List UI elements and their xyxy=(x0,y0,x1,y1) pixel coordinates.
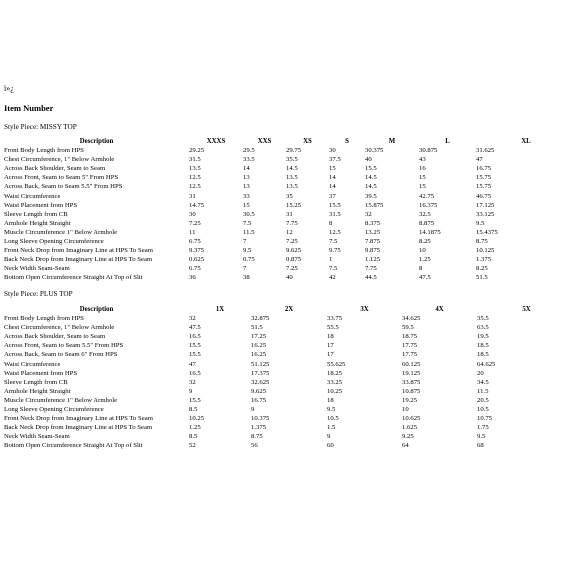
measurement-value-cell: 13.5 xyxy=(286,174,298,182)
measurement-value-cell: 14 xyxy=(329,183,336,191)
measurement-value-cell: 16.375 xyxy=(419,201,438,209)
measurement-value-cell: 1.5 xyxy=(327,424,336,432)
measurement-value-cell: 10.5 xyxy=(477,406,489,414)
measurement-value-cell: 31 xyxy=(286,210,293,218)
measurement-value-cell: 29.75 xyxy=(286,147,302,155)
measurement-description-cell: Back Neck Drop from Imaginary Line at HPS To Seam xyxy=(4,424,153,432)
measurement-value-cell: 14.75 xyxy=(189,201,205,209)
plus-header-5x: 5X xyxy=(522,306,531,313)
measurement-value-cell: 31.625 xyxy=(476,147,495,155)
measurement-value-cell: 15.5 xyxy=(365,165,377,173)
measurement-description-cell: Long Sleeve Opening Circumference xyxy=(4,406,104,414)
plus-header-2x: 2X xyxy=(284,306,294,313)
measurement-value-cell: 16 xyxy=(419,165,426,173)
measurement-value-cell: 13.25 xyxy=(365,228,381,236)
measurement-value-cell: 32.5 xyxy=(419,210,431,218)
measurement-value-cell: 1.625 xyxy=(402,424,418,432)
measurement-value-cell: 1.25 xyxy=(419,256,431,264)
table-row xyxy=(4,155,576,164)
measurement-value-cell: 68 xyxy=(477,442,484,450)
measurement-value-cell: 59.5 xyxy=(402,324,414,332)
measurement-value-cell: 33.25 xyxy=(327,378,343,386)
table-row xyxy=(4,237,576,246)
measurement-value-cell: 20 xyxy=(477,369,484,377)
table-row xyxy=(4,273,576,282)
measurement-value-cell: 31.5 xyxy=(189,156,201,164)
measurement-value-cell: 19.25 xyxy=(402,396,418,404)
measurement-value-cell: 8.25 xyxy=(419,238,431,246)
measurement-value-cell: 18.25 xyxy=(327,369,343,377)
measurement-value-cell: 16.25 xyxy=(251,342,267,350)
measurement-value-cell: 0.875 xyxy=(286,256,302,264)
measurement-value-cell: 8.375 xyxy=(365,219,381,227)
table-row xyxy=(4,341,576,350)
measurement-value-cell: 56 xyxy=(251,442,258,450)
plus-header-description: Description xyxy=(79,306,114,313)
measurement-value-cell: 8.5 xyxy=(189,406,198,414)
measurement-value-cell: 60 xyxy=(327,442,334,450)
measurement-value-cell: 30 xyxy=(329,147,336,155)
measurement-description-cell: Bottom Open Circumference Straight At Top of Slit xyxy=(4,442,143,450)
table-row xyxy=(4,264,576,273)
measurement-description-cell: Waist Circumference xyxy=(4,192,61,200)
measurement-value-cell: 12.5 xyxy=(189,183,201,191)
measurement-value-cell: 47.5 xyxy=(189,324,201,332)
measurement-value-cell: 35.5 xyxy=(286,156,298,164)
measurement-value-cell: 39.5 xyxy=(365,192,377,200)
measurement-description-cell: Across Back, Seam to Seam 6" From HPS xyxy=(4,351,118,359)
measurement-value-cell: 8.25 xyxy=(476,265,488,273)
measurement-value-cell: 40 xyxy=(286,274,293,282)
measurement-value-cell: 16.25 xyxy=(251,351,267,359)
measurement-value-cell: 15 xyxy=(419,174,426,182)
table-row xyxy=(4,432,576,441)
measurement-value-cell: 43 xyxy=(419,156,426,164)
measurement-value-cell: 15.75 xyxy=(476,174,492,182)
measurement-value-cell: 60.125 xyxy=(402,360,421,368)
table-row xyxy=(4,201,576,210)
measurement-value-cell: 30.5 xyxy=(243,210,255,218)
measurement-value-cell: 33.125 xyxy=(476,210,495,218)
measurement-value-cell: 15.5 xyxy=(329,201,341,209)
measurement-value-cell: 33.5 xyxy=(243,156,255,164)
measurement-value-cell: 10.75 xyxy=(477,415,493,423)
measurement-value-cell: 51.125 xyxy=(251,360,270,368)
measurement-value-cell: 17 xyxy=(327,351,334,359)
measurement-description-cell: Front Body Length from HPS xyxy=(4,147,84,155)
measurement-value-cell: 14.5 xyxy=(365,174,377,182)
measurement-value-cell: 47 xyxy=(476,156,483,164)
measurement-value-cell: 32 xyxy=(365,210,372,218)
measurement-value-cell: 13.5 xyxy=(286,183,298,191)
plus-table-body xyxy=(4,314,576,450)
missy-table-body xyxy=(4,146,576,282)
measurement-value-cell: 15.4375 xyxy=(476,228,498,236)
measurement-value-cell: 7.75 xyxy=(286,219,298,227)
measurement-value-cell: 9 xyxy=(189,387,193,395)
measurement-value-cell: 7.5 xyxy=(243,219,252,227)
measurement-value-cell: 42 xyxy=(329,274,336,282)
measurement-value-cell: 37.5 xyxy=(329,156,341,164)
measurement-description-cell: Sleeve Length from CB xyxy=(4,210,68,218)
measurement-value-cell: 40 xyxy=(365,156,372,164)
measurement-value-cell: 47 xyxy=(189,360,196,368)
measurement-value-cell: 42.75 xyxy=(419,192,435,200)
table-row xyxy=(4,210,576,219)
measurement-value-cell: 12 xyxy=(286,228,293,236)
measurement-value-cell: 10.875 xyxy=(402,387,421,395)
measurement-value-cell: 0.75 xyxy=(243,256,255,264)
missy-header-row xyxy=(4,137,576,146)
measurement-value-cell: 13 xyxy=(243,183,250,191)
measurement-value-cell: 9.875 xyxy=(365,247,381,255)
measurement-value-cell: 1 xyxy=(329,256,333,264)
measurement-value-cell: 32 xyxy=(189,315,196,323)
measurement-value-cell: 64.625 xyxy=(477,360,496,368)
measurement-description-cell: Front Body Length from HPS xyxy=(4,315,84,323)
measurement-value-cell: 0.625 xyxy=(189,256,205,264)
plus-header-3x: 3X xyxy=(360,306,369,313)
measurement-value-cell: 8 xyxy=(419,265,423,273)
measurement-value-cell: 38 xyxy=(243,274,250,282)
measurement-value-cell: 16.5 xyxy=(189,333,201,341)
table-row xyxy=(4,423,576,432)
measurement-value-cell: 19.5 xyxy=(477,333,489,341)
table-row xyxy=(4,323,576,332)
measurement-value-cell: 51.5 xyxy=(476,274,488,282)
table-row xyxy=(4,182,576,191)
measurement-value-cell: 34.5 xyxy=(477,378,489,386)
measurement-description-cell: Bottom Open Circumference Straight At Top of Slit xyxy=(4,274,143,282)
measurement-value-cell: 6.75 xyxy=(189,265,201,273)
measurement-value-cell: 1.375 xyxy=(251,424,267,432)
measurement-description-cell: Waist Placement from HPS xyxy=(4,369,78,377)
measurement-value-cell: 37 xyxy=(329,192,336,200)
measurement-description-cell: Across Back Shoulder, Seam to Seam xyxy=(4,333,106,341)
table-row xyxy=(4,164,576,173)
plus-header-1x: 1X xyxy=(215,306,225,313)
measurement-value-cell: 9 xyxy=(327,433,331,441)
measurement-value-cell: 9.5 xyxy=(476,219,485,227)
measurement-value-cell: 15.25 xyxy=(286,201,302,209)
plus-header-4x: 4X xyxy=(435,306,444,313)
measurement-value-cell: 10.25 xyxy=(327,387,343,395)
measurement-value-cell: 63.5 xyxy=(477,324,489,332)
measurement-value-cell: 17.125 xyxy=(476,201,495,209)
measurement-value-cell: 15.5 xyxy=(189,342,201,350)
measurement-value-cell: 1.125 xyxy=(365,256,381,264)
measurement-value-cell: 52 xyxy=(189,442,196,450)
measurement-description-cell: Waist Placement from HPS xyxy=(4,201,78,209)
measurement-value-cell: 64 xyxy=(402,442,409,450)
measurement-value-cell: 14.5 xyxy=(286,165,298,173)
measurement-value-cell: 33 xyxy=(243,192,250,200)
measurement-value-cell: 9.625 xyxy=(286,247,302,255)
measurement-value-cell: 16.75 xyxy=(251,396,267,404)
measurement-value-cell: 13.5 xyxy=(189,165,201,173)
measurement-value-cell: 18.5 xyxy=(477,342,489,350)
measurement-value-cell: 11.5 xyxy=(477,387,489,395)
plus-header-row xyxy=(4,305,576,314)
measurement-description-cell: Neck Width Seam-Seam xyxy=(4,265,70,273)
measurement-value-cell: 1.375 xyxy=(476,256,492,264)
measurement-value-cell: 19.125 xyxy=(402,369,421,377)
measurement-value-cell: 10.25 xyxy=(189,415,205,423)
table-row xyxy=(4,441,576,450)
measurement-value-cell: 29.25 xyxy=(189,147,205,155)
measurement-value-cell: 15 xyxy=(329,165,336,173)
measurement-value-cell: 14.5 xyxy=(365,183,377,191)
table-row xyxy=(4,255,576,264)
measurement-value-cell: 31.5 xyxy=(329,210,341,218)
missy-header-xxxs: XXXS xyxy=(206,138,226,145)
missy-header-xs: XS xyxy=(303,138,312,145)
measurement-description-cell: Armhole Height Straight xyxy=(4,387,71,395)
measurement-value-cell: 16.5 xyxy=(189,369,201,377)
measurement-value-cell: 15.5 xyxy=(189,351,201,359)
measurement-value-cell: 17.75 xyxy=(402,342,418,350)
measurement-value-cell: 8.75 xyxy=(251,433,263,441)
measurement-value-cell: 9.5 xyxy=(243,247,252,255)
table-row xyxy=(4,332,576,341)
measurement-description-cell: Front Neck Drop from Imaginary Line at HPS To Seam xyxy=(4,415,153,423)
measurement-value-cell: 11 xyxy=(189,228,196,236)
measurement-description-cell: Sleeve Length from CB xyxy=(4,378,68,386)
measurement-description-cell: Across Back Shoulder, Seam to Seam xyxy=(4,165,106,173)
measurement-description-cell: Chest Circumference, 1" Below Armhole xyxy=(4,156,115,164)
measurement-value-cell: 34.625 xyxy=(402,315,421,323)
measurement-value-cell: 7.875 xyxy=(365,238,381,246)
measurement-value-cell: 15.75 xyxy=(476,183,492,191)
measurement-value-cell: 1.25 xyxy=(189,424,201,432)
measurement-description-cell: Back Neck Drop from Imaginary Line at HPS To Seam xyxy=(4,256,153,264)
table-row xyxy=(4,369,576,378)
table-row xyxy=(4,360,576,369)
measurement-value-cell: 8 xyxy=(329,219,333,227)
measurement-value-cell: 10.375 xyxy=(251,415,270,423)
measurement-value-cell: 15 xyxy=(419,183,426,191)
table-row xyxy=(4,146,576,155)
measurement-value-cell: 46.75 xyxy=(476,192,492,200)
measurement-value-cell: 18.5 xyxy=(477,351,489,359)
measurement-value-cell: 20.5 xyxy=(477,396,489,404)
measurement-value-cell: 15 xyxy=(243,201,250,209)
measurement-value-cell: 9.75 xyxy=(329,247,341,255)
measurement-value-cell: 9 xyxy=(251,406,255,414)
measurement-value-cell: 17.375 xyxy=(251,369,270,377)
measurement-value-cell: 18.75 xyxy=(402,333,418,341)
item-number-heading: Item Number xyxy=(4,103,54,113)
measurement-value-cell: 30.375 xyxy=(365,147,384,155)
measurement-value-cell: 44.5 xyxy=(365,274,377,282)
measurement-value-cell: 12.5 xyxy=(329,228,341,236)
measurement-value-cell: 14.1875 xyxy=(419,228,441,236)
table-row xyxy=(4,387,576,396)
table-row xyxy=(4,219,576,228)
measurement-value-cell: 14 xyxy=(243,165,250,173)
measurement-value-cell: 8.75 xyxy=(476,238,488,246)
measurement-description-cell: Waist Circumference xyxy=(4,360,61,368)
bom-artifact-text: ï»¿ xyxy=(4,84,14,93)
table-row xyxy=(4,350,576,359)
measurement-value-cell: 15.875 xyxy=(365,201,384,209)
measurement-description-cell: Across Back, Seam to Seam 5.5" From HPS xyxy=(4,183,123,191)
measurement-value-cell: 8.875 xyxy=(419,219,435,227)
measurement-value-cell: 7.25 xyxy=(286,265,298,273)
table-row xyxy=(4,396,576,405)
measurement-value-cell: 30 xyxy=(189,210,196,218)
table-row xyxy=(4,228,576,237)
measurement-value-cell: 6.75 xyxy=(189,238,201,246)
missy-header-description: Description xyxy=(79,138,114,145)
measurement-value-cell: 33.875 xyxy=(402,378,421,386)
missy-header-l: L xyxy=(445,138,450,145)
plus-style-label: Style Piece: PLUS TOP xyxy=(4,290,73,298)
measurement-value-cell: 7.5 xyxy=(329,265,338,273)
table-row xyxy=(4,314,576,323)
measurement-value-cell: 13 xyxy=(243,174,250,182)
measurement-value-cell: 18 xyxy=(327,333,334,341)
measurement-value-cell: 29.5 xyxy=(243,147,255,155)
measurement-description-cell: Chest Circumference, 1" Below Armhole xyxy=(4,324,115,332)
measurement-value-cell: 12.5 xyxy=(189,174,201,182)
missy-header-s: S xyxy=(345,138,349,145)
missy-style-label: Style Piece: MISSY TOP xyxy=(4,123,77,131)
measurement-value-cell: 17.75 xyxy=(402,351,418,359)
table-row xyxy=(4,378,576,387)
measurement-value-cell: 10 xyxy=(419,247,426,255)
measurement-value-cell: 10 xyxy=(402,406,409,414)
measurement-value-cell: 32.875 xyxy=(251,315,270,323)
measurement-value-cell: 47.5 xyxy=(419,274,431,282)
measurement-value-cell: 35.5 xyxy=(477,315,489,323)
measurement-value-cell: 7 xyxy=(243,265,247,273)
measurement-value-cell: 30.875 xyxy=(419,147,438,155)
measurement-value-cell: 9.5 xyxy=(477,433,486,441)
measurement-value-cell: 32 xyxy=(189,378,196,386)
measurement-value-cell: 17 xyxy=(327,342,334,350)
measurement-value-cell: 16.75 xyxy=(476,165,492,173)
measurement-value-cell: 7 xyxy=(243,238,247,246)
measurement-value-cell: 9.5 xyxy=(327,406,336,414)
missy-spec-table xyxy=(4,137,576,283)
plus-spec-table xyxy=(4,305,576,451)
measurement-description-cell: Front Neck Drop from Imaginary Line at HPS To Seam xyxy=(4,247,153,255)
table-row xyxy=(4,173,576,182)
measurement-value-cell: 10.125 xyxy=(476,247,495,255)
measurement-value-cell: 11.5 xyxy=(243,228,255,236)
measurement-description-cell: Muscle Circumference 1" Below Armhole xyxy=(4,396,118,404)
measurement-value-cell: 7.5 xyxy=(329,238,338,246)
measurement-value-cell: 9.375 xyxy=(189,247,205,255)
measurement-description-cell: Across Front, Seam to Seam 5.5" From HPS xyxy=(4,342,124,350)
measurement-value-cell: 55.625 xyxy=(327,360,346,368)
measurement-description-cell: Armhole Height Straight xyxy=(4,219,71,227)
measurement-description-cell: Neck Width Seam-Seam xyxy=(4,433,70,441)
measurement-value-cell: 8.5 xyxy=(189,433,198,441)
table-row xyxy=(4,414,576,423)
table-row xyxy=(4,246,576,255)
measurement-value-cell: 17.25 xyxy=(251,333,267,341)
measurement-value-cell: 10.5 xyxy=(327,415,339,423)
measurement-value-cell: 18 xyxy=(327,396,334,404)
measurement-description-cell: Across Front, Seam to Seam 5" From HPS xyxy=(4,174,119,182)
missy-header-xl: XL xyxy=(521,138,531,145)
missy-header-xxs: XXS xyxy=(257,138,272,145)
measurement-value-cell: 7.25 xyxy=(189,219,201,227)
measurement-value-cell: 51.5 xyxy=(251,324,263,332)
table-row xyxy=(4,192,576,201)
measurement-value-cell: 31 xyxy=(189,192,196,200)
measurement-value-cell: 15.5 xyxy=(189,396,201,404)
measurement-value-cell: 9.625 xyxy=(251,387,267,395)
measurement-value-cell: 10.625 xyxy=(402,415,421,423)
measurement-description-cell: Long Sleeve Opening Circumference xyxy=(4,238,104,246)
measurement-value-cell: 7.75 xyxy=(365,265,377,273)
measurement-value-cell: 33.75 xyxy=(327,315,343,323)
missy-header-m: M xyxy=(388,138,396,145)
measurement-value-cell: 1.75 xyxy=(477,424,489,432)
measurement-value-cell: 14 xyxy=(329,174,336,182)
measurement-value-cell: 55.5 xyxy=(327,324,339,332)
measurement-description-cell: Muscle Circumference 1" Below Armhole xyxy=(4,228,118,236)
table-row xyxy=(4,405,576,414)
measurement-value-cell: 36 xyxy=(189,274,196,282)
measurement-value-cell: 7.25 xyxy=(286,238,298,246)
measurement-value-cell: 32.625 xyxy=(251,378,270,386)
measurement-value-cell: 9.25 xyxy=(402,433,414,441)
measurement-value-cell: 35 xyxy=(286,192,293,200)
